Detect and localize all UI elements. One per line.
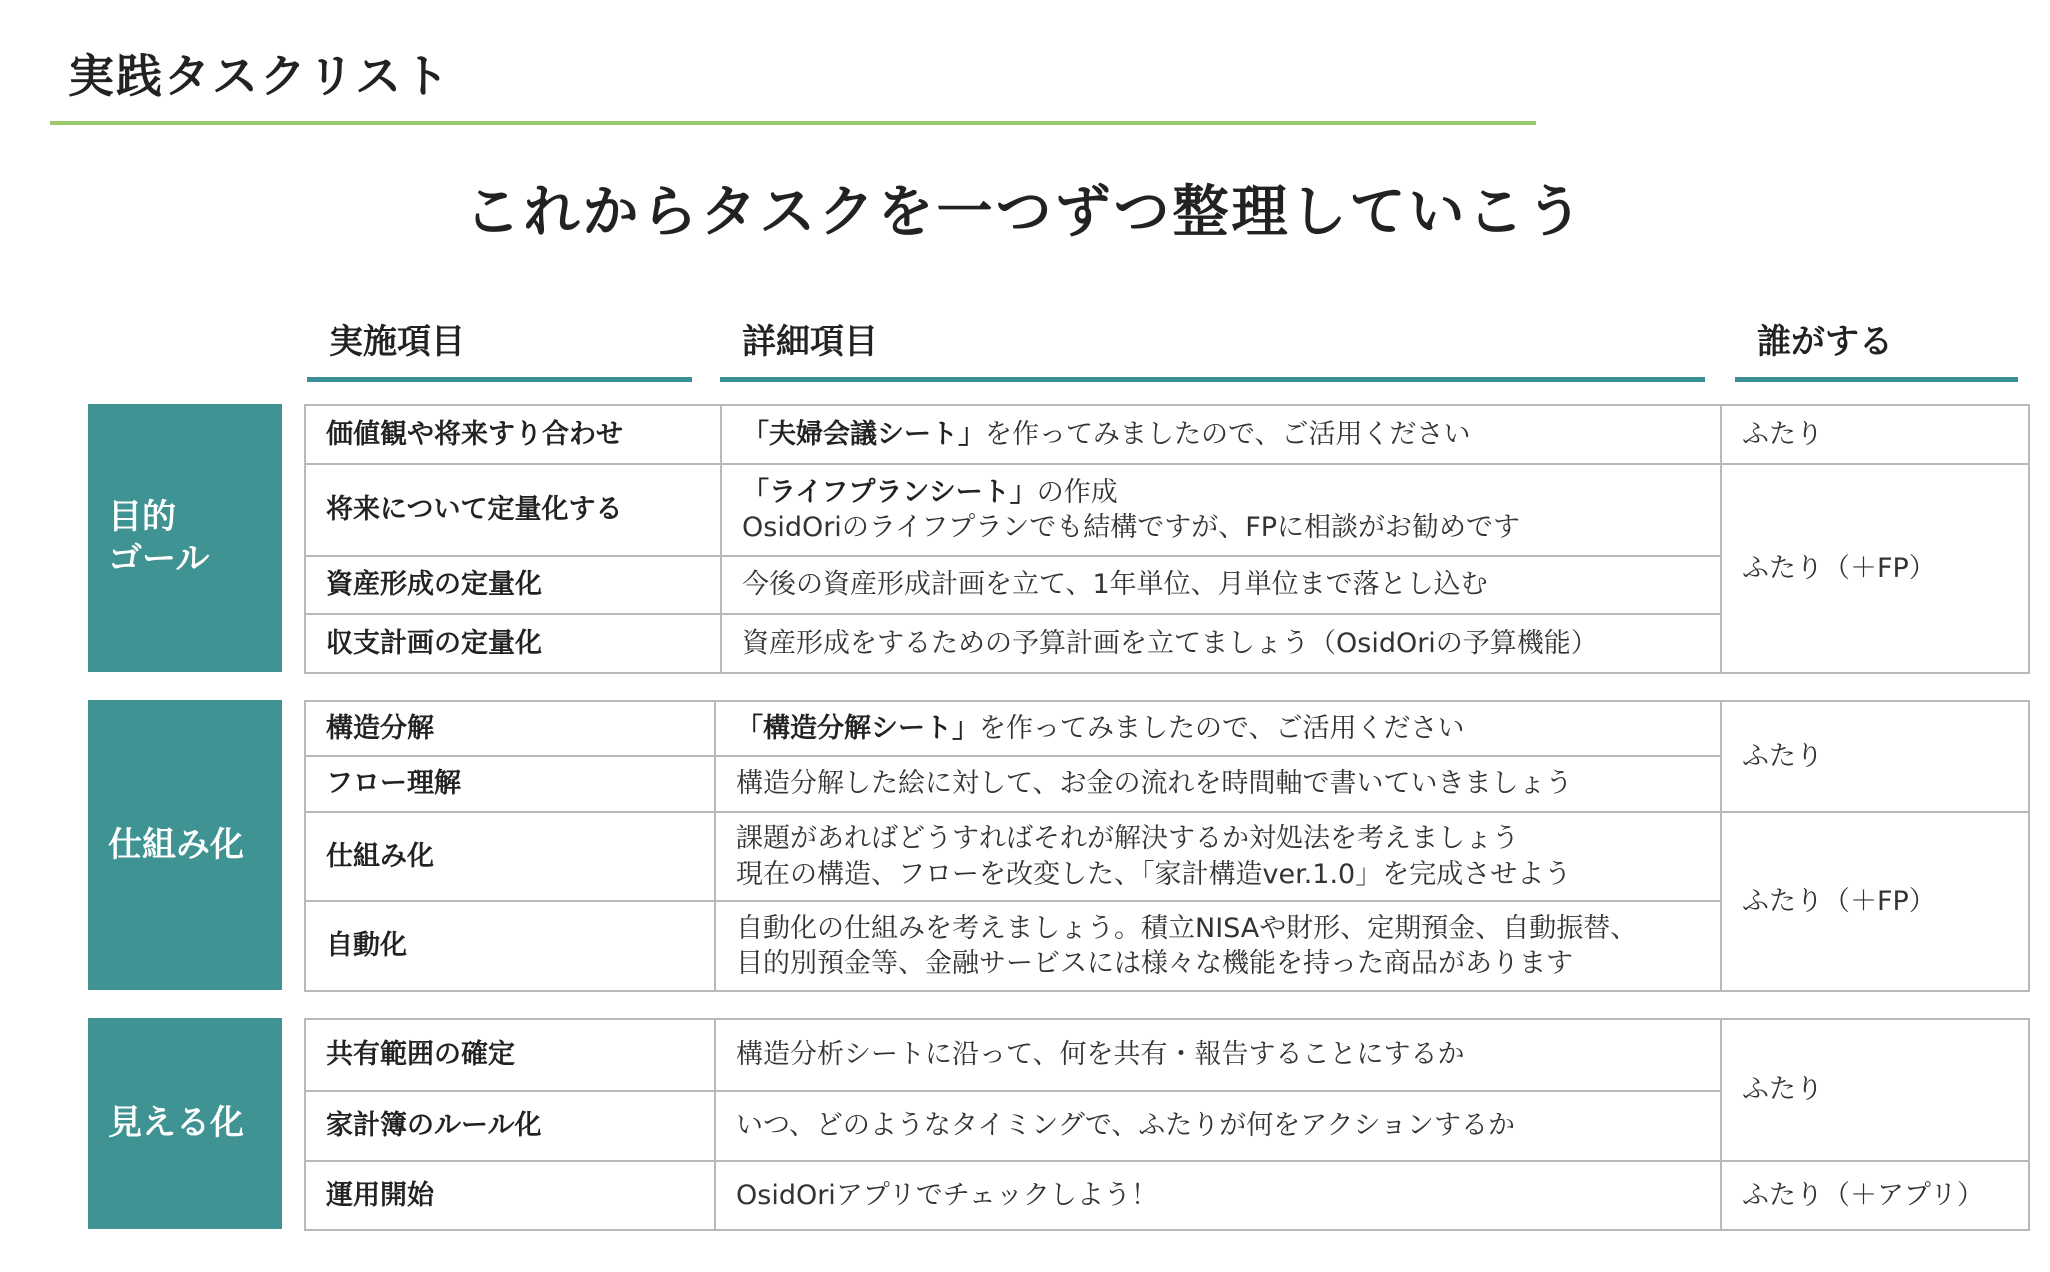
column-header-detail: 詳細項目 [720, 306, 1705, 382]
task-table-goal [304, 404, 2030, 674]
task-table-system [304, 700, 2030, 992]
section-label-system [88, 700, 282, 990]
page-title: 実践タスクリスト [68, 49, 452, 103]
sheet-name: 「夫婦会議シート」 [742, 418, 985, 450]
detail-cell: 構造分析シートに沿って、何を共有・報告することにするか [715, 1019, 1721, 1091]
detail-cell: OsidOriアプリでチェックしよう！ [715, 1161, 1721, 1230]
sheet-name: 「ライフプランシート」 [742, 476, 1037, 508]
page-subtitle: これからタスクを一つずつ整理していこう [464, 180, 1586, 245]
who-cell: ふたり（＋FP） [1721, 464, 2029, 673]
detail-text: OsidOriのライフプランでも結構ですが、FPに相談がお勧めです [742, 512, 1521, 543]
section-label-goal [88, 404, 282, 672]
column-header-who: 誰がする [1735, 306, 2018, 382]
task-cell: 価値観や将来すり合わせ [305, 405, 721, 464]
table-row [305, 464, 2029, 556]
detail-cell [715, 901, 1721, 991]
detail-cell [721, 405, 1721, 464]
table-row [305, 1019, 2029, 1091]
who-cell: ふたり（＋アプリ） [1721, 1161, 2029, 1230]
section-label-visibility [88, 1018, 282, 1229]
detail-text: 課題があればどうすればそれが解決するか対処法を考えましょう [736, 823, 1519, 855]
section-label-line: 仕組み化 [108, 824, 244, 865]
detail-cell [715, 701, 1721, 756]
detail-cell: いつ、どのようなタイミングで、ふたりが何をアクションするか [715, 1091, 1721, 1161]
detail-text: を作ってみましたので、ご活用ください [979, 712, 1465, 744]
task-cell: フロー理解 [305, 756, 715, 812]
detail-cell: 資産形成をするための予算計画を立てましょう（OsidOriの予算機能） [721, 614, 1721, 673]
detail-cell [721, 464, 1721, 556]
table-row [305, 812, 2029, 901]
detail-text: の作成 [1036, 476, 1118, 508]
detail-cell: 今後の資産形成計画を立て、1年単位、月単位まで落とし込む [721, 556, 1721, 614]
detail-text: 自動化の仕組みを考えましょう。積立NISAや財形、定期預金、自動振替、 [736, 912, 1638, 944]
table-row [305, 1161, 2029, 1230]
sheet-name: 「構造分解シート」 [736, 712, 979, 744]
task-cell: 家計簿のルール化 [305, 1091, 715, 1161]
task-cell: 共有範囲の確定 [305, 1019, 715, 1091]
column-header-task: 実施項目 [307, 306, 692, 382]
who-cell: ふたり [1721, 1019, 2029, 1161]
detail-text: 目的別預金等、金融サービスには様々な機能を持った商品があります [736, 948, 1573, 979]
table-row [305, 405, 2029, 464]
section-label-line: 目的 [108, 496, 176, 537]
section-label-line: ゴール [108, 539, 210, 579]
task-cell: 構造分解 [305, 701, 715, 756]
detail-cell: 構造分解した絵に対して、お金の流れを時間軸で書いていきましょう [715, 756, 1721, 812]
detail-text: を作ってみましたので、ご活用ください [985, 418, 1471, 450]
detail-cell [715, 812, 1721, 901]
task-cell: 資産形成の定量化 [305, 556, 721, 614]
who-cell: ふたり（＋FP） [1721, 812, 2029, 991]
who-cell: ふたり [1721, 405, 2029, 464]
title-divider [50, 121, 1536, 125]
section-label-line: 見える化 [108, 1103, 244, 1144]
task-cell: 仕組み化 [305, 812, 715, 901]
task-table-visibility [304, 1018, 2030, 1231]
task-cell: 運用開始 [305, 1161, 715, 1230]
table-row [305, 701, 2029, 756]
task-cell: 将来について定量化する [305, 464, 721, 556]
detail-text: 現在の構造、フローを改変した、「家計構造ver.1.0」を完成させよう [736, 858, 1572, 890]
who-cell: ふたり [1721, 701, 2029, 812]
task-cell: 収支計画の定量化 [305, 614, 721, 673]
task-cell: 自動化 [305, 901, 715, 991]
